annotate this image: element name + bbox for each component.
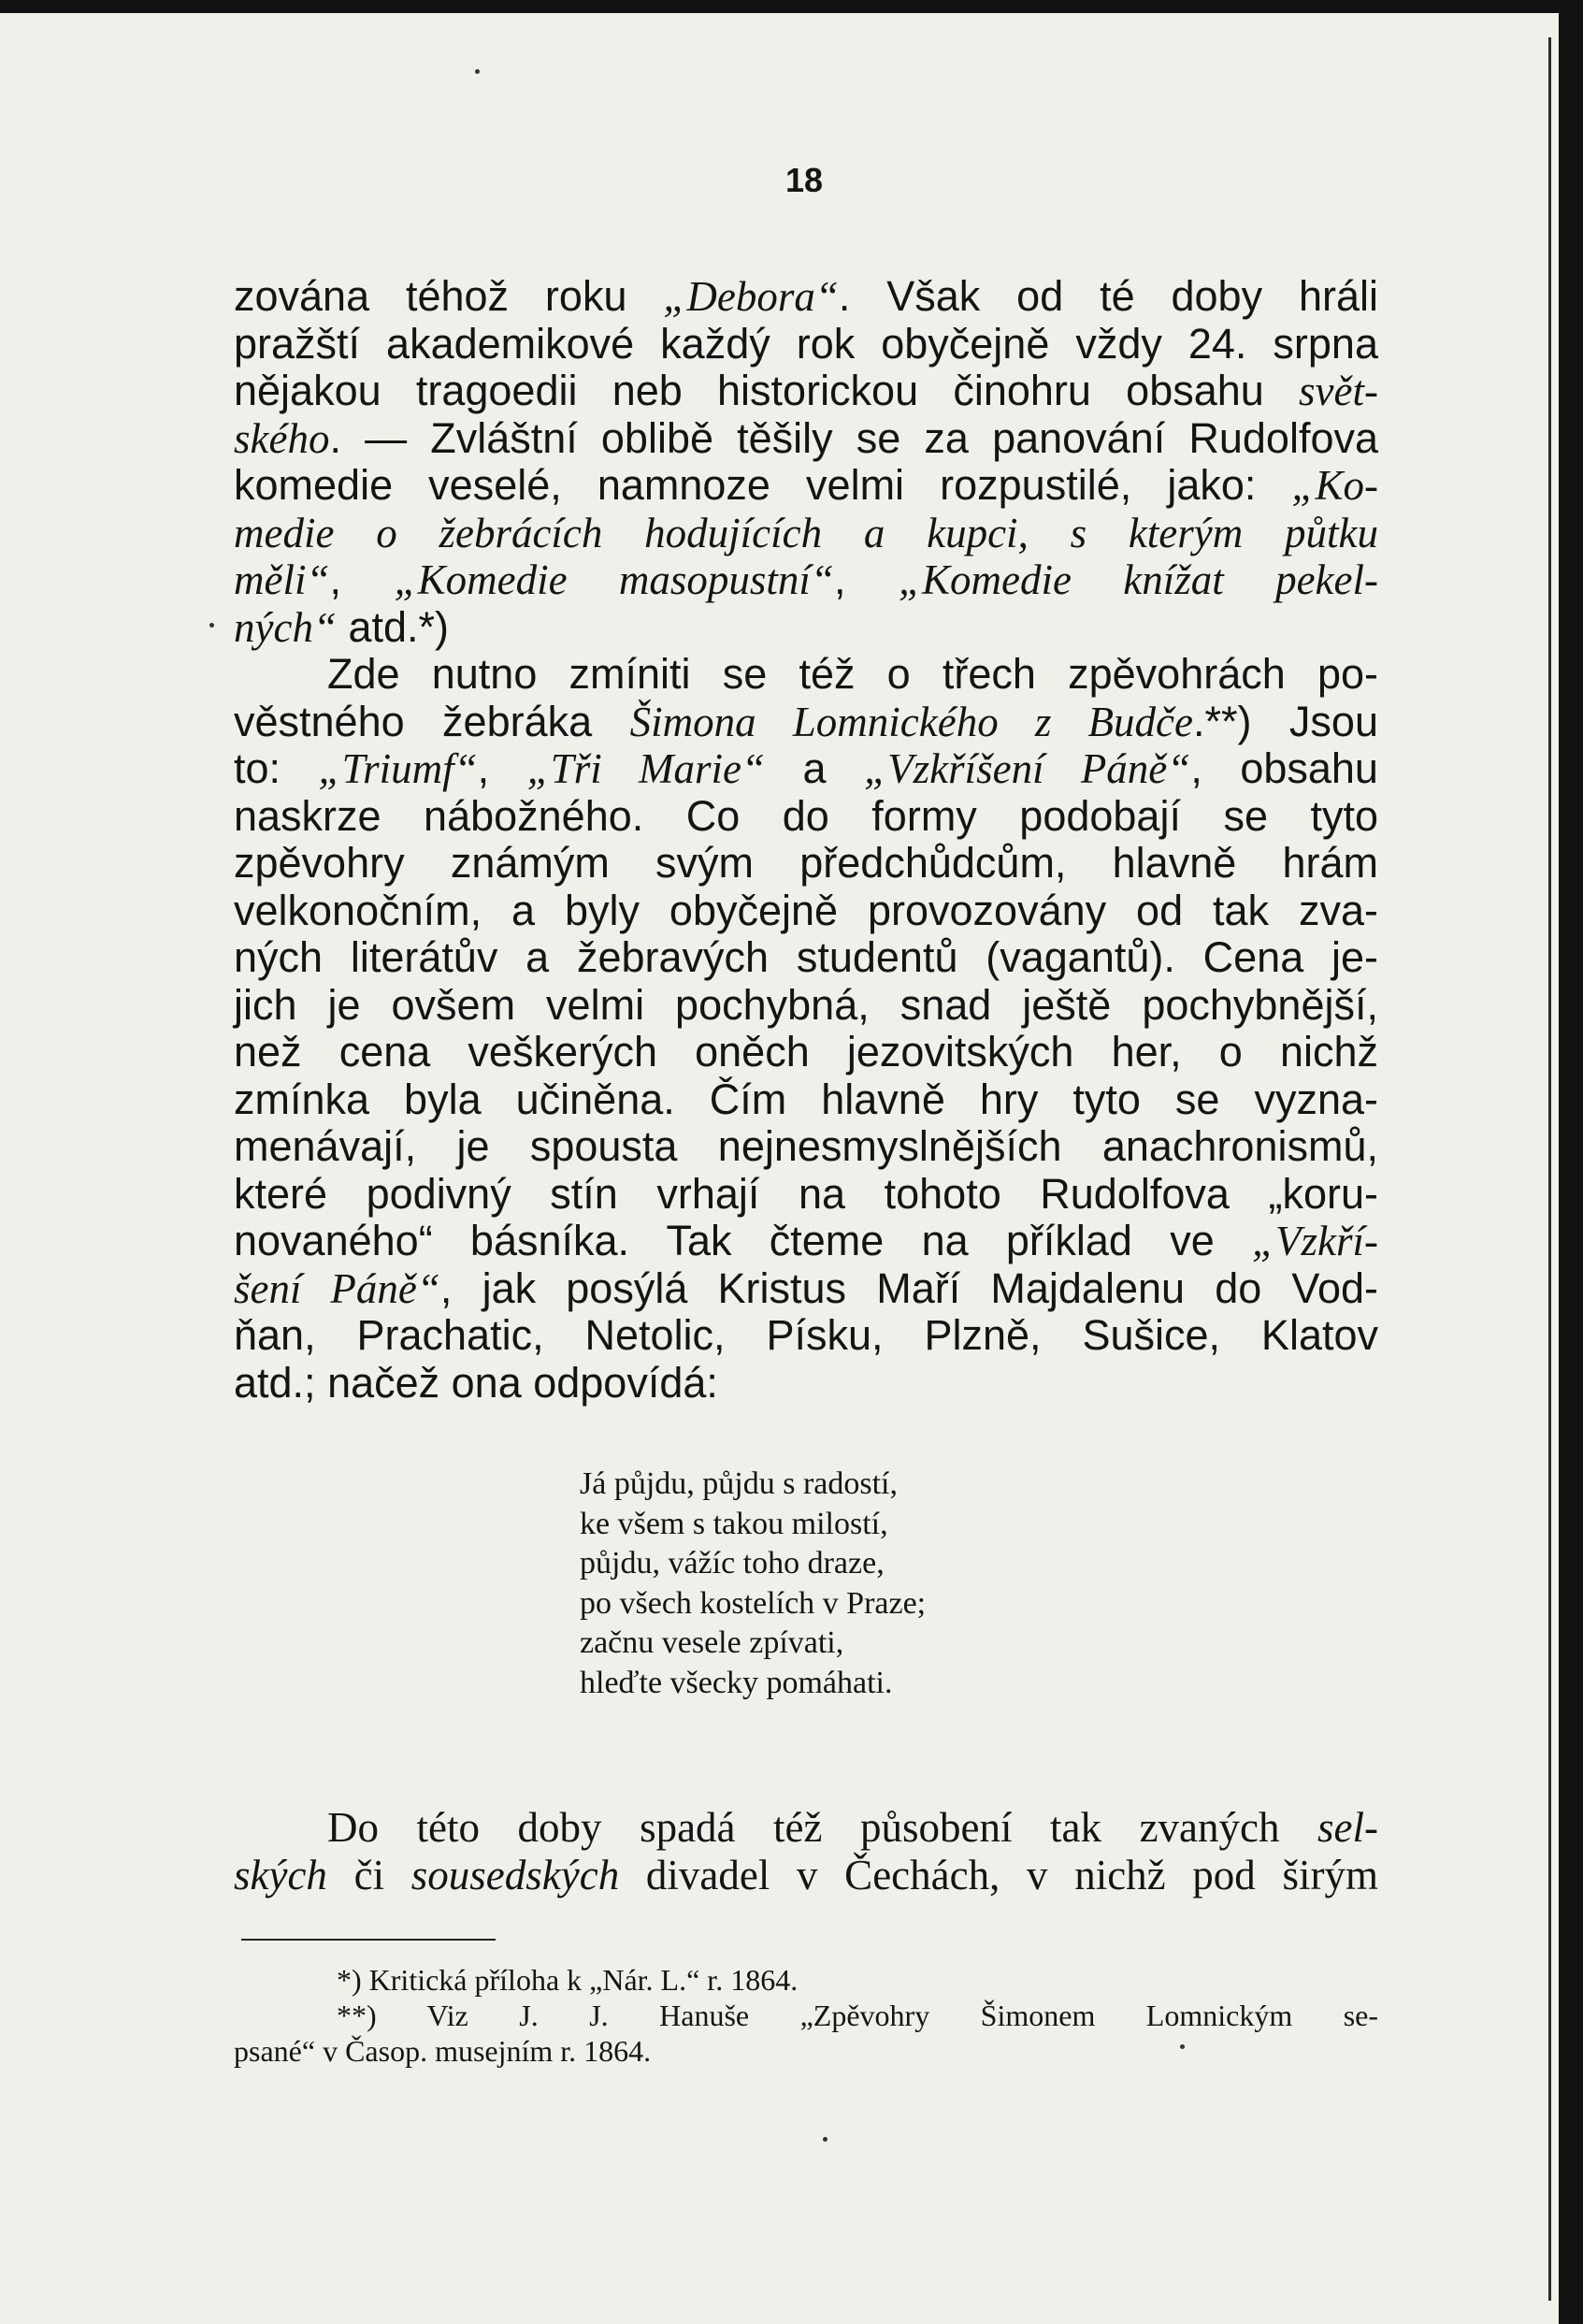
italic-text: ských xyxy=(234,1851,327,1898)
text-line: věstného žebráka Šimona Lomnického z Budče.**) Jsou xyxy=(234,697,1378,745)
text-line: naskrze nábožného. Co do formy podobají se tyto xyxy=(234,791,1378,840)
text-line: Do této doby spadá též působení tak zvaných sel- xyxy=(327,1804,1378,1851)
italic-text: ných“ xyxy=(234,603,337,651)
text-line: komedie veselé, namnoze velmi rozpustilé, jako: „Ko- xyxy=(234,461,1378,509)
text-line: které podivný stín vrhají na tohoto Rudolfova „koru- xyxy=(234,1169,1378,1218)
scan-speck xyxy=(209,623,214,628)
page-number: 18 xyxy=(784,161,824,199)
text-line: to: „Triumf“, „Tři Marie“ a „Vzkříšení Páně“, obsahu xyxy=(234,744,1378,792)
verse-line: půjdu, vážíc toho draze, xyxy=(580,1546,885,1581)
italic-text: „Vzkří- xyxy=(1252,1218,1378,1264)
scan-speck xyxy=(1180,2044,1185,2049)
italic-text: „Vzkříšení Páně“ xyxy=(864,745,1191,792)
italic-text: měli“ xyxy=(234,556,330,603)
italic-text: svět- xyxy=(1299,368,1378,414)
italic-text: „Triumf“ xyxy=(318,745,478,792)
verse-line: začnu vesele zpívati, xyxy=(580,1625,844,1660)
italic-text: medie o žebrácích hodujících a kupci, s kterým půtku xyxy=(234,509,1378,556)
closing-paragraph xyxy=(234,1803,1378,1898)
text-line: nějakou tragoedii neb historickou činohru obsahu svět- xyxy=(234,367,1378,414)
text-line: zmínka byla učiněna. Čím hlavně hry tyto se vyzna- xyxy=(234,1075,1378,1123)
scan-border-right xyxy=(1559,0,1583,2324)
footnotes xyxy=(234,1962,1378,2069)
footnote-line: **) Viz J. J. Hanuše „Zpěvohry Šimonem Lomnickým se- xyxy=(337,1999,1378,2032)
italic-text: „Debora“ xyxy=(663,273,839,320)
text-line: zována téhož roku „Debora“. Však od té doby hráli xyxy=(234,272,1378,320)
text-line: ských či sousedských divadel v Čechách, v nichž pod širým xyxy=(234,1851,1378,1898)
text-line: zpěvohry známým svým předchůdcům, hlavně hrám xyxy=(234,839,1378,887)
italic-text: „Ko- xyxy=(1291,462,1378,509)
text-line: novaného“ básníka. Tak čteme na příklad ve „Vzkří- xyxy=(234,1217,1378,1264)
italic-text: „Komedie knížat pekel- xyxy=(899,556,1378,603)
text-line: měli“, „Komedie masopustní“, „Komedie knížat pekel- xyxy=(234,556,1378,603)
italic-text: šení Páně“ xyxy=(234,1264,440,1312)
text-line xyxy=(234,510,1378,557)
text-line: menávají, je spousta nejnesmyslnějších anachronismů, xyxy=(234,1122,1378,1170)
scan-speck xyxy=(823,2137,827,2142)
verse-line: po všech kostelích v Praze; xyxy=(580,1585,927,1621)
main-paragraph xyxy=(234,273,1378,1407)
italic-text: sel- xyxy=(1317,1804,1378,1851)
text-line: velkonočním, a byly obyčejně provozovány od tak zva- xyxy=(234,886,1378,934)
text-line: než cena veškerých oněch jezovitských her, o nichž xyxy=(234,1028,1378,1075)
text-line: šení Páně“, jak posýlá Kristus Maří Majdalenu do Vod- xyxy=(234,1263,1378,1312)
verse-line: hleďte všecky pomáhati. xyxy=(580,1665,893,1700)
text-line: ných literátův a žebravých studentů (vagantů). Cena je- xyxy=(234,933,1378,981)
text-line: ných“ atd.*) xyxy=(234,602,450,651)
text-line: Zde nutno zmíniti se též o třech zpěvohrách po- xyxy=(327,650,1378,698)
verse-line: ke všem s takou milostí, xyxy=(580,1506,888,1541)
footnote-line: psané“ v Časop. musejním r. 1864. xyxy=(234,2034,652,2068)
footnote-separator xyxy=(241,1939,496,1941)
page-edge-line xyxy=(1548,37,1551,2301)
text-line: ňan, Prachatic, Netolic, Písku, Plzně, Sušice, Klatov xyxy=(234,1311,1378,1359)
scan-speck xyxy=(475,69,480,74)
italic-text: sousedských xyxy=(410,1851,620,1898)
text-line: atd.; načež ona odpovídá: xyxy=(234,1358,718,1407)
verse-line: Já půjdu, půjdu s radostí, xyxy=(580,1466,898,1501)
verse-quotation xyxy=(580,1465,1141,1703)
footnote-line: *) Kritická příloha k „Nár. L.“ r. 1864. xyxy=(337,1963,799,1997)
text-line: pražští akademikové každý rok obyčejně vždy 24. srpna xyxy=(234,319,1378,368)
text-line: ského. — Zvláštní oblibě těšily se za panování Rudolfova xyxy=(234,413,1378,462)
italic-text: ského xyxy=(234,414,330,462)
italic-text: Šimona Lomnického z Budče xyxy=(629,698,1193,745)
text-line: jich je ovšem velmi pochybná, snad ještě pochybnější, xyxy=(234,980,1378,1029)
scan-border-top xyxy=(0,0,1583,13)
italic-text: „Tři Marie“ xyxy=(526,745,766,792)
italic-text: „Komedie masopustní“ xyxy=(394,556,834,603)
